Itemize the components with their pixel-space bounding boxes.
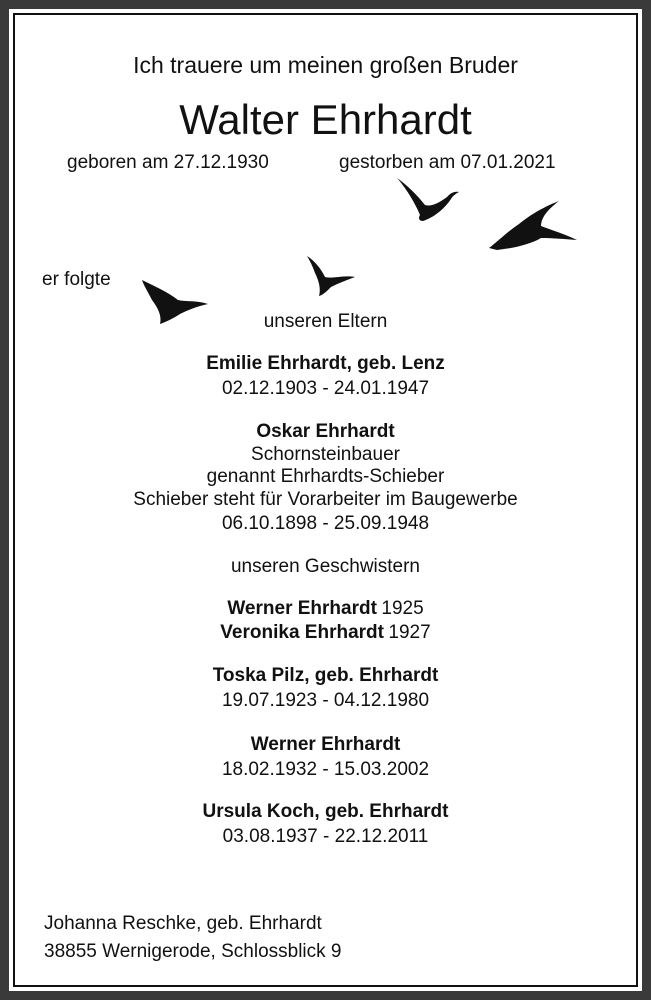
parents-label: unseren Eltern xyxy=(263,311,388,332)
followed-label: er folgte xyxy=(42,269,111,290)
flying-bird-icon xyxy=(485,198,580,253)
sibling-entry xyxy=(0,622,651,644)
birth-date: geboren am 27.12.1930 xyxy=(67,152,269,173)
intro-line: Ich trauere um meinen großen Bruder xyxy=(133,52,518,78)
parent-name: Oskar Ehrhardt xyxy=(256,421,395,442)
parent-occupation: Schornsteinbauer xyxy=(251,444,400,465)
sender-name: Johanna Reschke, geb. Ehrhardt xyxy=(44,913,322,934)
sibling-year: 1927 xyxy=(388,622,431,643)
sender-address: 38855 Wernigerode, Schlossblick 9 xyxy=(44,941,342,962)
siblings-label: unseren Geschwistern xyxy=(230,556,421,577)
sibling-dates: 03.08.1937 - 22.12.2011 xyxy=(222,826,429,847)
sibling-dates: 19.07.1923 - 04.12.1980 xyxy=(221,690,430,711)
parent-name: Emilie Ehrhardt, geb. Lenz xyxy=(206,353,445,374)
parent-dates: 06.10.1898 - 25.09.1948 xyxy=(221,513,430,534)
deceased-name: Walter Ehrhardt xyxy=(179,96,472,143)
sibling-entry xyxy=(0,598,651,620)
parent-nickname: genannt Ehrhardts-Schieber xyxy=(206,466,445,487)
sibling-dates: 18.02.1932 - 15.03.2002 xyxy=(221,759,430,780)
parent-note: Schieber steht für Vorarbeiter im Baugewerbe xyxy=(133,489,518,510)
sibling-name: Ursula Koch, geb. Ehrhardt xyxy=(202,801,449,822)
sibling-name: Toska Pilz, geb. Ehrhardt xyxy=(212,665,439,686)
sibling-name: Werner Ehrhardt xyxy=(250,734,401,755)
parent-dates: 02.12.1903 - 24.01.1947 xyxy=(221,378,430,399)
flying-bird-icon xyxy=(395,175,465,225)
sibling-name: Werner Ehrhardt xyxy=(227,598,377,619)
flying-bird-icon xyxy=(305,253,360,298)
death-date: gestorben am 07.01.2021 xyxy=(339,152,556,173)
sibling-name: Veronika Ehrhardt xyxy=(220,622,384,643)
sibling-year: 1925 xyxy=(381,598,424,619)
